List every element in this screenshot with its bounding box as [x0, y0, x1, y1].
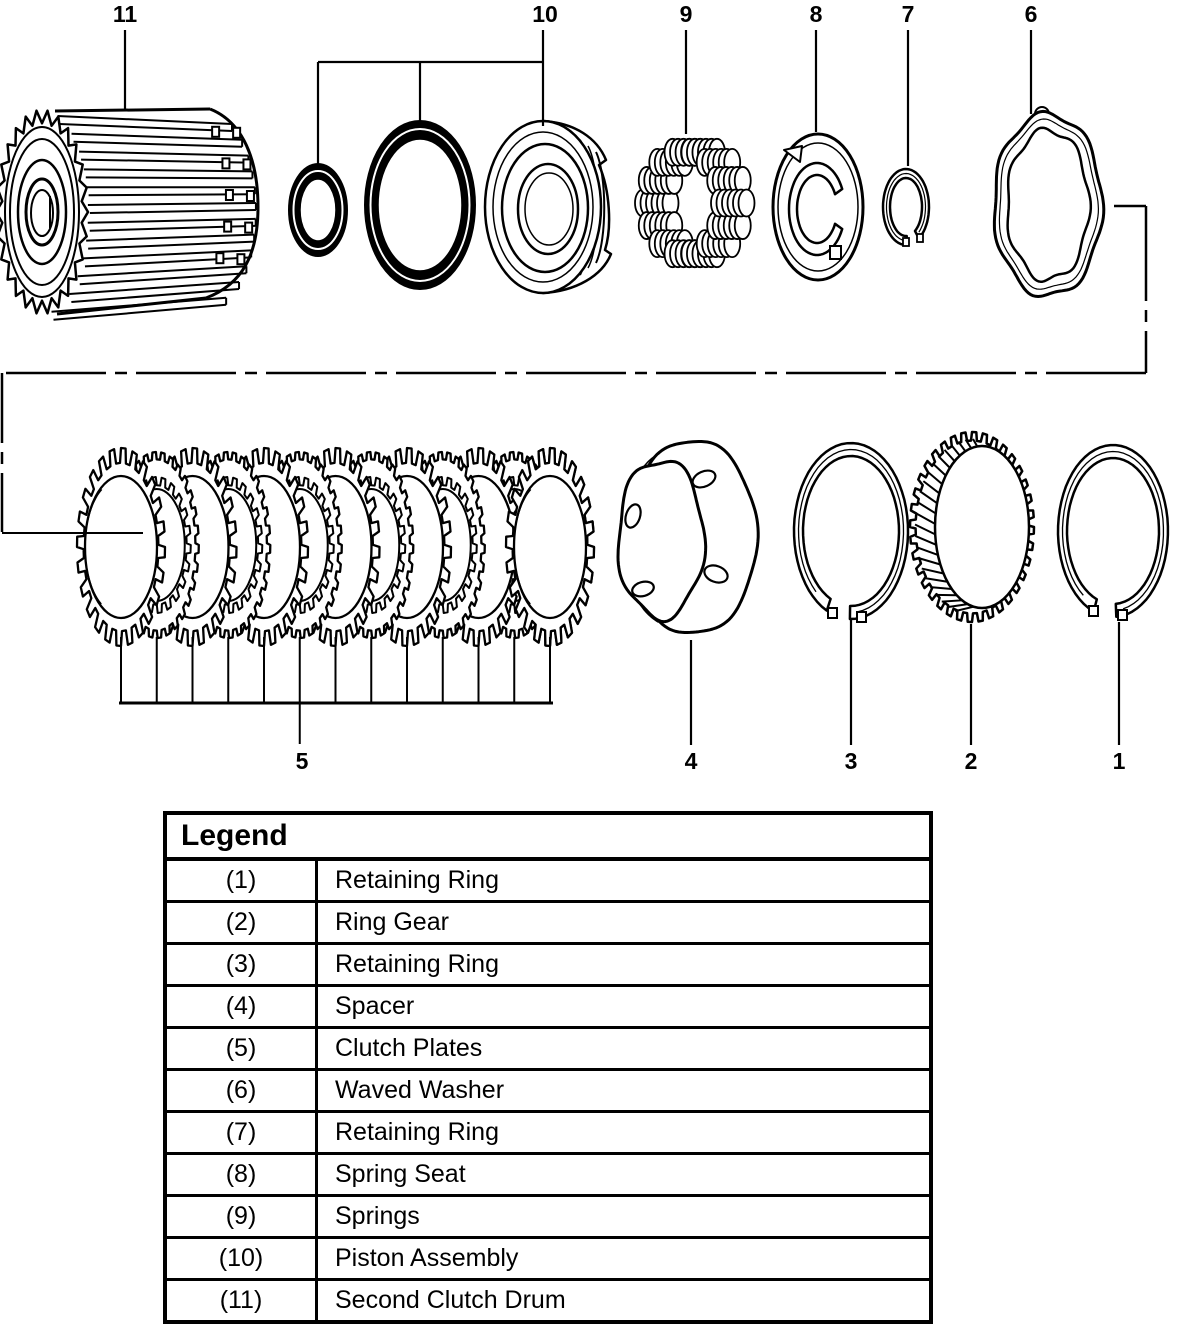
part-9-springs: [635, 139, 755, 267]
piston-seal-large: [365, 121, 475, 289]
clutch-plate: [506, 448, 594, 646]
legend-header: [165, 813, 931, 859]
legend-part-number: (6): [165, 1070, 317, 1112]
part-5-clutch-plates: [2, 448, 594, 744]
part-11-second-clutch-drum: [0, 109, 258, 320]
callout-label-8: 8: [809, 1, 823, 27]
legend-part-name: Spacer: [317, 986, 932, 1028]
legend-title: Legend: [165, 813, 931, 859]
part-7-retaining-ring: [883, 169, 929, 246]
legend-part-name: Retaining Ring: [317, 1112, 932, 1154]
legend-part-name: Retaining Ring: [317, 944, 932, 986]
legend-part-number: (1): [165, 859, 317, 902]
part-3-retaining-ring: [794, 443, 908, 622]
legend-part-name: Waved Washer: [317, 1070, 932, 1112]
legend-part-number: (10): [165, 1238, 317, 1280]
clutch-plates-callout-bracket: [119, 637, 553, 744]
callout-label-3: 3: [844, 748, 858, 774]
legend-part-name: Second Clutch Drum: [317, 1280, 932, 1323]
callout-label-2: 2: [964, 748, 978, 774]
part-2-ring-gear: [910, 432, 1034, 622]
callout-label-9: 9: [679, 1, 693, 27]
legend-part-name: Springs: [317, 1196, 932, 1238]
legend-row: [165, 1070, 931, 1112]
piston-seal-small: [289, 164, 347, 256]
piston-cup: [485, 121, 611, 293]
legend-row: [165, 1112, 931, 1154]
part-4-spacer: [618, 442, 758, 633]
legend-row: [165, 859, 931, 902]
legend-part-name: Ring Gear: [317, 902, 932, 944]
legend-row: [165, 902, 931, 944]
legend-part-number: (7): [165, 1112, 317, 1154]
part-6-waved-washer: [994, 107, 1103, 297]
callout-label-11: 11: [112, 1, 138, 27]
legend-part-number: (11): [165, 1280, 317, 1323]
legend-row: [165, 986, 931, 1028]
legend-part-number: (4): [165, 986, 317, 1028]
legend-part-name: Clutch Plates: [317, 1028, 932, 1070]
legend-part-name: Spring Seat: [317, 1154, 932, 1196]
callout-label-4: 4: [684, 748, 698, 774]
legend-part-number: (8): [165, 1154, 317, 1196]
legend-table: [163, 811, 933, 1324]
legend-row: [165, 1154, 931, 1196]
callout-label-5: 5: [295, 748, 309, 774]
part-8-spring-seat: [773, 134, 863, 280]
legend-part-number: (9): [165, 1196, 317, 1238]
legend-row: [165, 944, 931, 986]
legend-part-name: Piston Assembly: [317, 1238, 932, 1280]
legend-part-number: (2): [165, 902, 317, 944]
callout-label-1: 1: [1112, 748, 1126, 774]
part-1-retaining-ring: [1058, 445, 1168, 620]
legend-row: [165, 1238, 931, 1280]
callout-label-6: 6: [1024, 1, 1038, 27]
legend-part-number: (3): [165, 944, 317, 986]
legend-row: [165, 1280, 931, 1323]
clutch-plate: [77, 448, 165, 646]
legend-row: [165, 1028, 931, 1070]
legend-row: [165, 1196, 931, 1238]
callout-label-7: 7: [901, 1, 915, 27]
legend-part-name: Retaining Ring: [317, 859, 932, 902]
callout-label-10: 10: [532, 1, 558, 27]
part-10-piston-assembly: [289, 121, 611, 293]
legend-part-number: (5): [165, 1028, 317, 1070]
